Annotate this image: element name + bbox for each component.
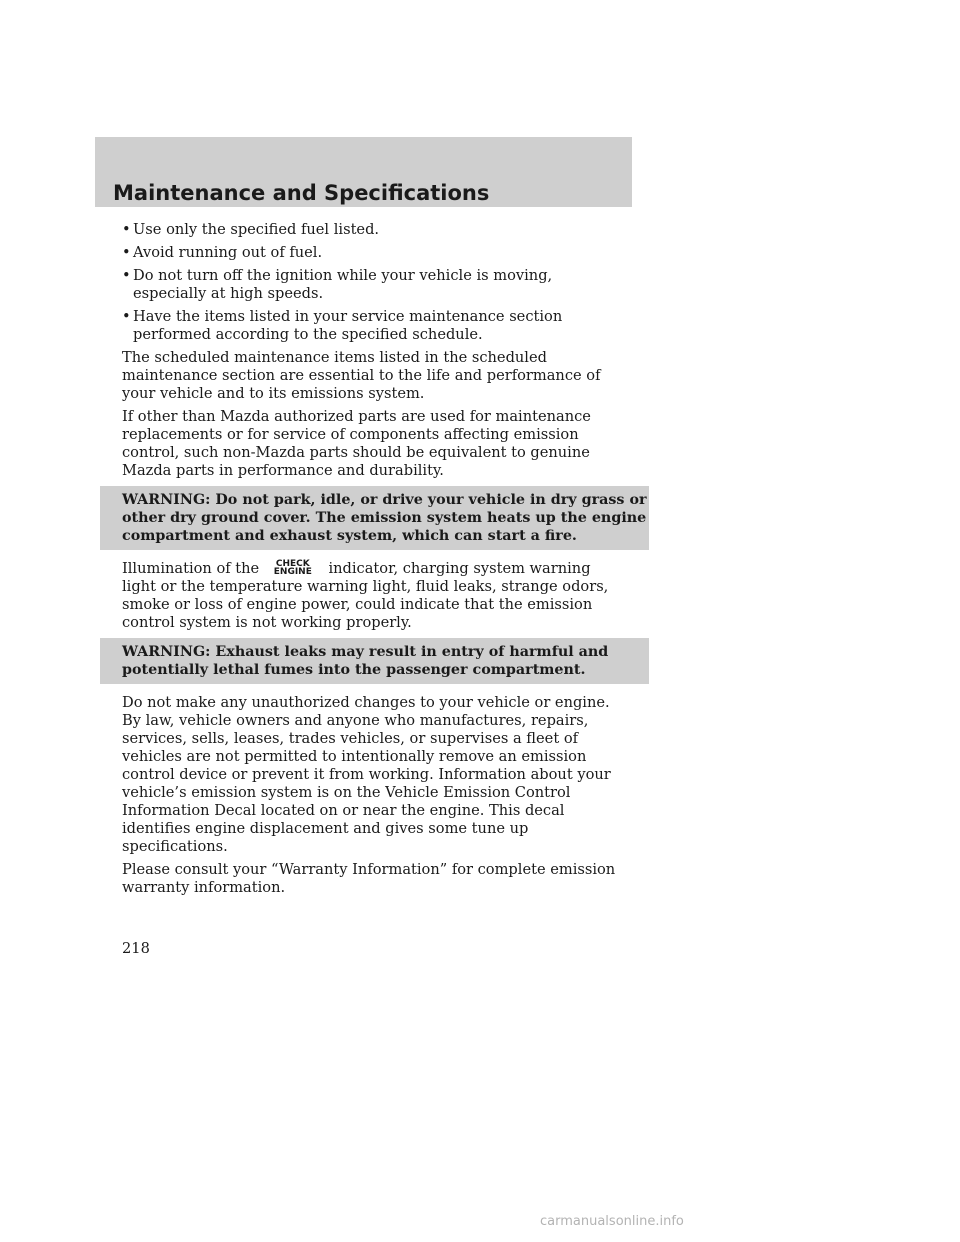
list-item [122, 308, 627, 344]
paragraph-warranty: Please consult your “Warranty Information” for complete emission warranty information. [122, 861, 616, 896]
page-content [122, 221, 647, 902]
warning-box-fire: WARNING: Do not park, idle, or drive your vehicle in dry grass or other dry ground cover. The emission system heats up the engine compartment and exhaust system, which can start a fire. [100, 486, 649, 550]
bullet-glyph: • [122, 221, 131, 238]
section-title: Maintenance and Specifications [113, 181, 490, 205]
check-engine-line1: CHECK [275, 559, 310, 569]
illumination-text-after: indicator, charging system warning light or the temperature warning light, fluid leaks, strange odors, smoke or loss of engine power, could indicate that the emission control system is not working properly. [122, 560, 609, 631]
section-header-band [95, 137, 632, 207]
paragraph-illumination [122, 560, 627, 632]
list-item [122, 221, 627, 239]
paragraph-unauthorized-changes: Do not make any unauthorized changes to your vehicle or engine. By law, vehicle owners and anyone who manufactures, repairs, services, sells, leases, trades vehicles, or supervises a fleet of vehicles are not permitted to intentionally remove an emission control device or prevent it from working. Information about your vehicle’s emission system is on the Vehicle Emission Control Information Decal located on or near the engine. This decal identifies engine displacement and gives some tune up specifications. [122, 694, 611, 855]
bullet-glyph: • [122, 244, 131, 261]
list-item-text: Do not turn off the ignition while your vehicle is moving, especially at high speeds. [133, 267, 553, 302]
bullet-glyph: • [122, 267, 131, 284]
paragraph-scheduled-maintenance: The scheduled maintenance items listed in the scheduled maintenance section are essential to the life and performance of your vehicle and to its emissions system. [122, 349, 601, 402]
warning-box-exhaust: WARNING: Exhaust leaks may result in entry of harmful and potentially lethal fumes into the passenger compartment. [100, 638, 649, 684]
paragraph-authorized-parts: If other than Mazda authorized parts are used for maintenance replacements or for service of components affecting emission control, such non-Mazda parts should be equivalent to genuine Mazda parts in performance and durability. [122, 408, 591, 479]
illumination-text-before: Illumination of the [122, 560, 264, 577]
page-number: 218 [122, 940, 150, 957]
footer-watermark: carmanualsonline.info [540, 1214, 684, 1229]
list-item [122, 267, 627, 303]
list-item [122, 244, 627, 262]
bullet-list [122, 221, 627, 344]
check-engine-icon [264, 560, 322, 578]
list-item-text: Use only the specified fuel listed. [133, 221, 380, 238]
list-item-text: Avoid running out of fuel. [133, 244, 323, 261]
bullet-glyph: • [122, 308, 131, 325]
check-engine-line2: ENGINE [273, 567, 312, 577]
list-item-text: Have the items listed in your service maintenance section performed according to the specified schedule. [133, 308, 563, 343]
